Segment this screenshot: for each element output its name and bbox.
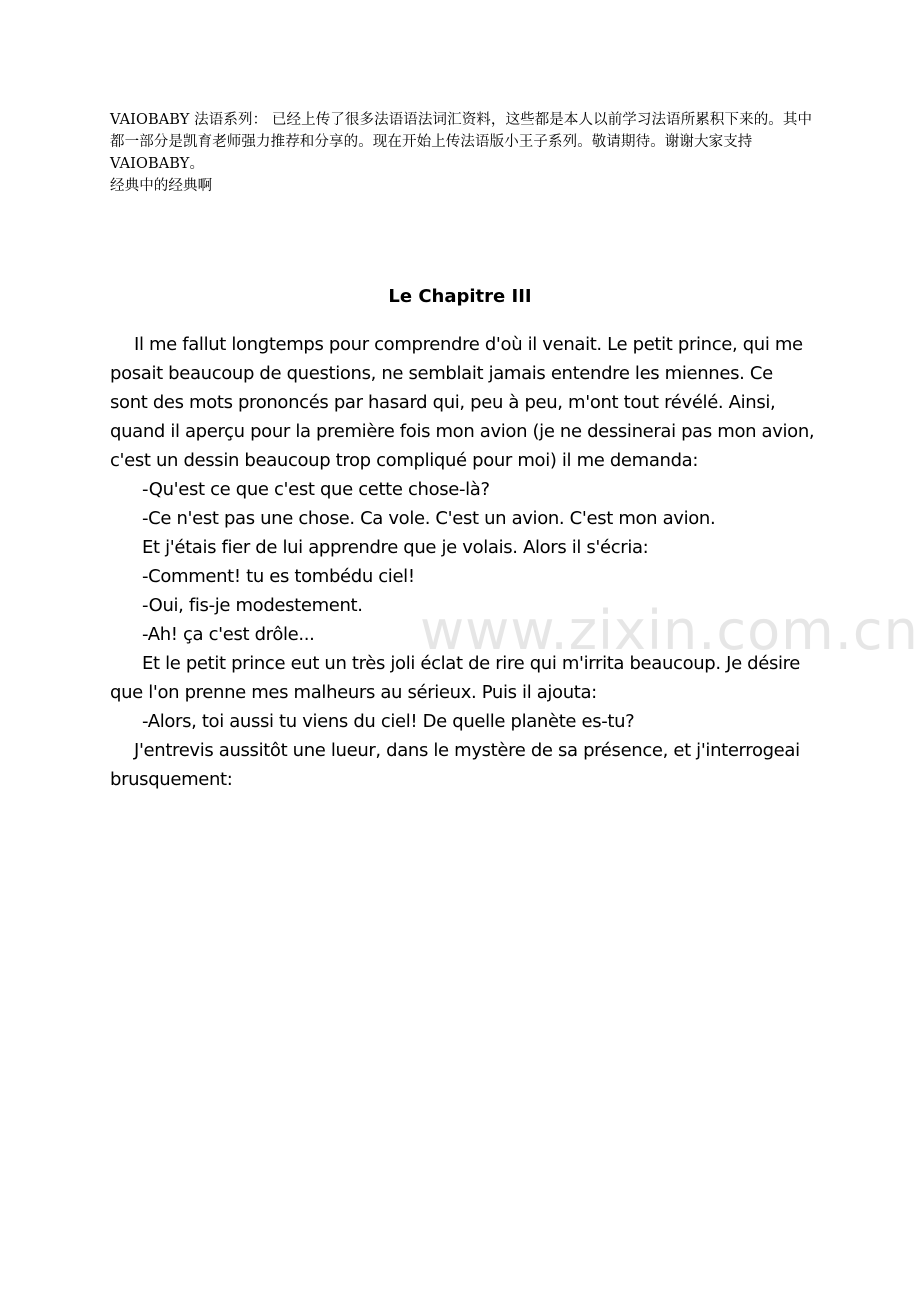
paragraph: -Comment! tu es tombédu ciel! xyxy=(142,566,415,587)
paragraph: -Ce n'est pas une chose. Ca vole. C'est un avion. C'est mon avion. xyxy=(142,508,716,529)
paragraph: J'entrevis aussitôt une lueur, dans le mystère de sa présence, et j'interrogeai brusquement: xyxy=(110,740,800,790)
paragraph: Et le petit prince eut un très joli éclat de rire qui m'irrita beaucoup. Je désire que l'on prenne mes malheurs au sérieux. Puis il ajouta: xyxy=(110,653,801,703)
paragraph: Il me fallut longtemps pour comprendre d'où il venait. Le petit prince, qui me posait beaucoup de questions, ne semblait jamais entendre les miennes. Ce sont des mots prononcés par hasard qui, peu à peu, m'ont tout révélé. Ainsi, quand il aperçu pour la première fois mon avion (je ne dessinerai pas mon avion, c'est un dessin beaucoup trop compliqué pour moi) il me demanda: xyxy=(110,334,815,471)
chapter-title: Le Chapitre III xyxy=(388,286,532,307)
intro-line: VAIOBABY 法语系列： 已经上传了很多法语语法词汇资料，这些都是本人以前学习法语所累积下来的。其中都一部分是凯育老师强力推荐和分享的。现在开始上传法语版小王子系列。敬请期待。谢谢大家支持 VAIOBABY。 xyxy=(110,112,813,172)
intro-line: 经典中的经典啊 xyxy=(110,178,213,194)
paragraph: -Ah! ça c'est drôle... xyxy=(142,624,315,645)
watermark: www.zixin.com.cn xyxy=(420,599,919,662)
chapter-body xyxy=(110,330,815,794)
paragraph: -Alors, toi aussi tu viens du ciel! De quelle planète es-tu? xyxy=(142,711,635,732)
paragraph: -Oui, fis-je modestement. xyxy=(142,595,363,616)
intro-note xyxy=(110,109,820,197)
paragraph: Et j'étais fier de lui apprendre que je volais. Alors il s'écria: xyxy=(142,537,649,558)
paragraph: -Qu'est ce que c'est que cette chose-là? xyxy=(142,479,490,500)
